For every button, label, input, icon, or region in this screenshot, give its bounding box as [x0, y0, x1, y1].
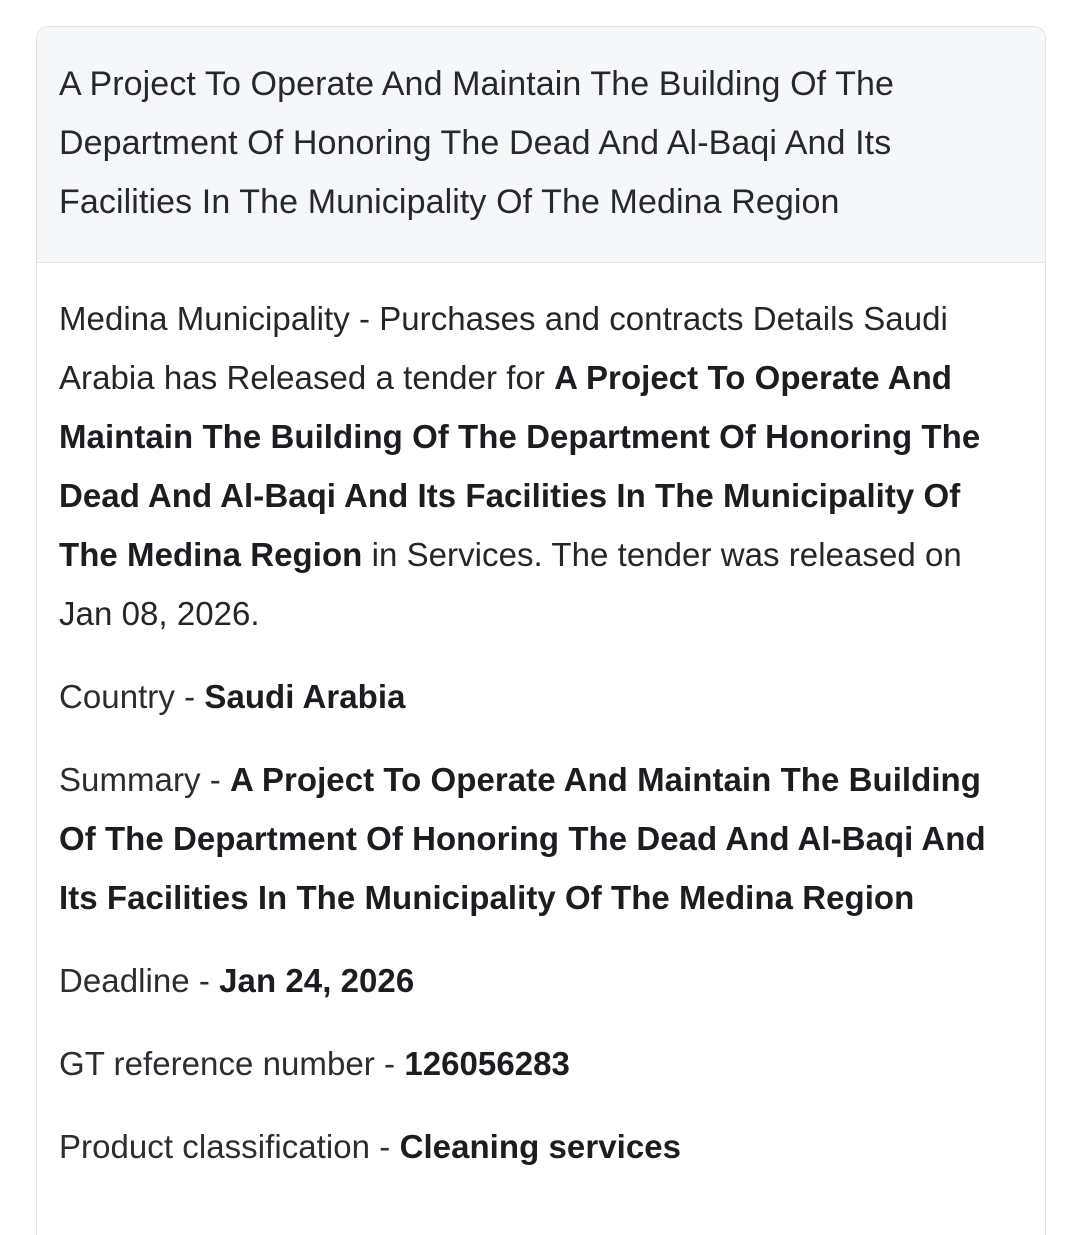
detail-value: Saudi Arabia — [204, 678, 406, 715]
detail-row-country — [59, 667, 1019, 726]
intro-category-phrase: in Services. — [362, 536, 543, 573]
detail-separator: - — [174, 678, 205, 715]
detail-row-deadline — [59, 951, 1019, 1010]
detail-label: GT reference number — [59, 1045, 375, 1082]
intro-project-name: A Project To Operate And Maintain The Building Of The Department Of Honoring The Dead And Al-Baqi And Its Facilities In The Municipality Of The Medina Region — [59, 359, 981, 573]
detail-separator: - — [189, 962, 220, 999]
card-body — [37, 263, 1045, 1216]
tender-detail-card — [36, 26, 1046, 1235]
detail-label: Deadline — [59, 962, 190, 999]
detail-separator: - — [200, 761, 231, 798]
card-header — [37, 27, 1045, 263]
detail-value: Cleaning services — [399, 1128, 682, 1165]
page-title: A Project To Operate And Maintain The Building Of The Department Of Honoring The Dead And Al-Baqi And Its Facilities In The Municipality Of The Medina Region — [59, 65, 895, 221]
detail-value: Jan 24, 2026 — [219, 962, 415, 999]
detail-label: Summary — [59, 761, 201, 798]
detail-label: Product classification — [59, 1128, 371, 1165]
intro-paragraph — [59, 289, 1019, 643]
detail-row-product-classification — [59, 1117, 1019, 1176]
detail-label: Country — [59, 678, 175, 715]
intro-source-line: Medina Municipality - Purchases and contracts Details — [59, 300, 855, 337]
detail-separator: - — [374, 1045, 405, 1082]
intro-lead-text: Saudi Arabia has Released a tender for — [59, 300, 948, 396]
detail-separator: - — [370, 1128, 400, 1165]
detail-row-gt-reference-number — [59, 1034, 1019, 1093]
intro-release-sentence: The tender was released on Jan 08, 2026. — [59, 536, 962, 632]
detail-value: 126056283 — [404, 1045, 570, 1082]
detail-value: A Project To Operate And Maintain The Building Of The Department Of Honoring The Dead And Al-Baqi And Its Facilities In The Municipality Of The Medina Region — [59, 761, 986, 916]
detail-row-summary — [59, 750, 1019, 927]
